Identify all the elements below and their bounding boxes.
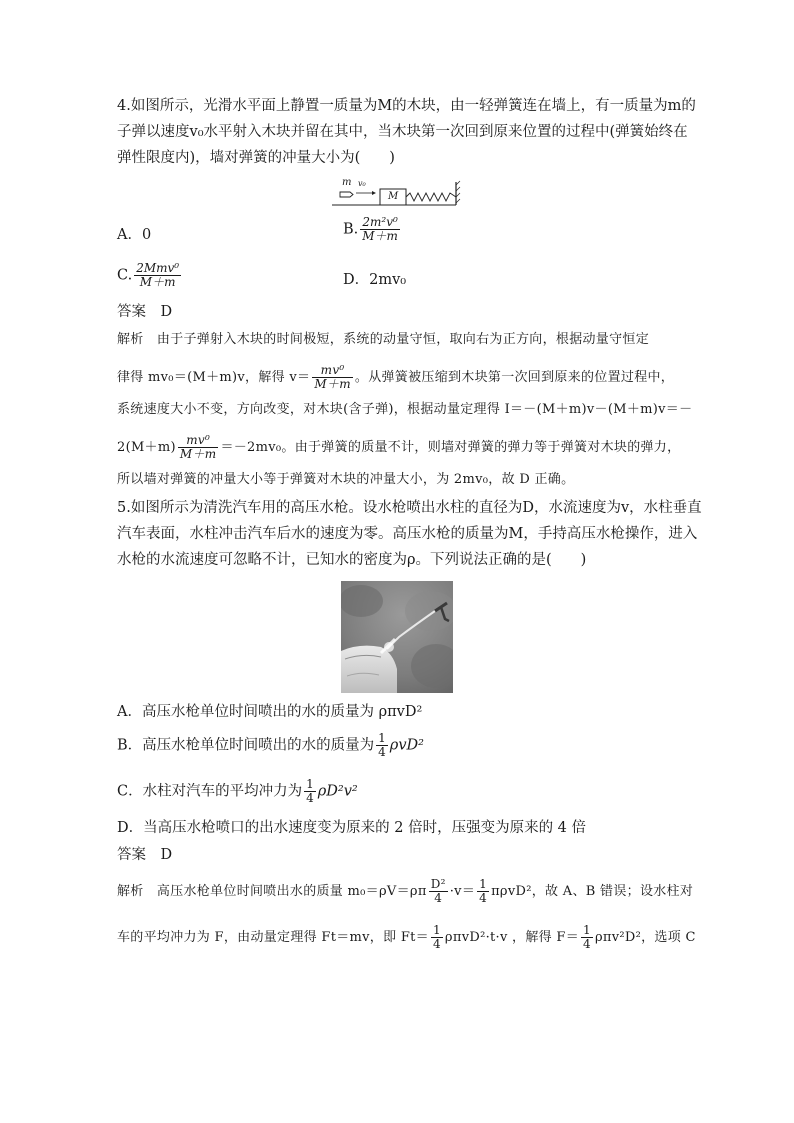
car-wash-photo bbox=[341, 581, 453, 693]
q5-analysis-line-1 bbox=[117, 878, 693, 905]
car-wash-photo-image bbox=[341, 581, 453, 693]
q4-analysis-line-5: 所以墙对弹簧的冲量大小等于弹簧对木块的冲量大小，为 2mv₀，故 D 正确。 bbox=[117, 472, 575, 487]
q4-answer: 答案 D bbox=[117, 304, 173, 320]
frac-denominator: M＋m bbox=[134, 275, 181, 289]
q4-analysis-line-2 bbox=[117, 364, 674, 391]
frac-denominator: 4 bbox=[583, 937, 591, 951]
frac-denominator: M＋m bbox=[362, 229, 398, 243]
frac-denominator: M＋m bbox=[314, 377, 351, 391]
option-text: C．水柱对汽车的平均冲力为 bbox=[117, 783, 303, 800]
one-quarter-fraction bbox=[431, 924, 443, 951]
analysis-fraction bbox=[178, 434, 219, 461]
frac-numerator: 1 bbox=[479, 877, 488, 891]
frac-numerator: 1 bbox=[583, 923, 591, 937]
q5-option-c bbox=[117, 778, 358, 805]
analysis-text: πρvD²，故 A、B 错误；设水柱对 bbox=[491, 884, 694, 899]
frac-numerator: D² bbox=[430, 877, 446, 891]
q4-option-b-fraction bbox=[360, 216, 400, 243]
frac-numerator: mv⁰ bbox=[320, 363, 345, 377]
q4-option-d: D．2mv₀ bbox=[343, 272, 407, 288]
q4-spring-block-figure bbox=[332, 177, 462, 210]
q4-analysis-line-1: 解析 由于子弹射入木块的时间极短，系统的动量守恒，取向右为正方向，根据动量守恒定 bbox=[117, 332, 650, 347]
q4-option-b-prefix: B. bbox=[343, 221, 359, 238]
q5-line-2: 汽车表面，水柱冲击汽车后水的速度为零。高压水枪的质量为M，手持高压水枪操作，进入 bbox=[117, 526, 698, 542]
d-squared-over-four bbox=[429, 878, 448, 905]
q4-option-c-prefix: C. bbox=[117, 267, 133, 284]
option-text: ρvD² bbox=[389, 737, 424, 754]
analysis-text: ·v＝ bbox=[449, 884, 476, 899]
frac-numerator: 2m²v⁰ bbox=[362, 215, 398, 229]
frac-numerator: 1 bbox=[432, 923, 441, 937]
frac-denominator: 4 bbox=[479, 891, 488, 905]
frac-denominator: 4 bbox=[429, 891, 448, 905]
frac-denominator: 4 bbox=[378, 745, 386, 759]
analysis-text: ＝－2mv₀。由于弹簧的质量不计，则墙对弹簧的弹力等于弹簧对木块的弹力， bbox=[220, 440, 681, 455]
q4-line-3: 弹性限度内)，墙对弹簧的冲量大小为( ) bbox=[117, 150, 395, 166]
q4-option-a: A．0 bbox=[117, 227, 152, 243]
frac-numerator: mv⁰ bbox=[186, 433, 211, 447]
analysis-text: 解析 高压水枪单位时间喷出水的质量 m₀＝ρV＝ρπ bbox=[117, 884, 427, 899]
analysis-text: 车的平均冲力为 F，由动量定理得 Ft＝mv，即 Ft＝ bbox=[117, 930, 429, 945]
q5-option-b bbox=[117, 732, 424, 759]
bullet-mass-label: m bbox=[342, 177, 352, 188]
q5-line-3: 水枪的水流速度可忽略不计，已知水的密度为ρ。下列说法正确的是( ) bbox=[117, 552, 587, 568]
frac-denominator: M＋m bbox=[179, 447, 217, 461]
one-quarter-fraction bbox=[304, 778, 316, 805]
frac-numerator: 1 bbox=[378, 731, 386, 745]
analysis-text: ρπvD²·t·v ，解得 F＝ bbox=[444, 930, 580, 945]
analysis-text: 律得 mv₀＝(M＋m)v，解得 v＝ bbox=[117, 370, 311, 385]
frac-numerator: 1 bbox=[306, 777, 314, 791]
q5-answer: 答案 D bbox=[117, 847, 173, 863]
q5-line-1: 5.如图所示为清洗汽车用的高压水枪。设水枪喷出水柱的直径为D，水流速度为v，水柱垂直 bbox=[117, 500, 702, 516]
q4-analysis-line-3: 系统速度大小不变，方向改变，对木块(含子弹)，根据动量定理得 I＝－(M＋m)v－(M＋m)v＝－ bbox=[117, 402, 693, 417]
q5-option-d: D．当高压水枪喷口的出水速度变为原来的 2 倍时，压强变为原来的 4 倍 bbox=[117, 820, 587, 836]
q4-line-1: 4.如图所示，光滑水平面上静置一质量为M的木块，由一轻弹簧连在墙上，有一质量为m的 bbox=[117, 98, 696, 114]
q4-analysis-line-4 bbox=[117, 434, 680, 461]
block-mass-label: M bbox=[388, 191, 399, 202]
one-quarter-fraction bbox=[477, 878, 489, 905]
q4-option-c-fraction bbox=[134, 262, 181, 289]
one-quarter-fraction bbox=[376, 732, 388, 759]
q4-line-2: 子弹以速度v₀水平射入木块并留在其中，当木块第一次回到原来位置的过程中(弹簧始终在 bbox=[117, 124, 688, 140]
frac-numerator: 2Mmv⁰ bbox=[136, 261, 180, 275]
q4-option-c bbox=[117, 262, 183, 289]
analysis-text: 。从弹簧被压缩到木块第一次回到原来的位置过程中， bbox=[354, 370, 675, 385]
q5-analysis-line-2 bbox=[117, 924, 696, 951]
one-quarter-fraction bbox=[581, 924, 593, 951]
analysis-text: 2(M＋m) bbox=[117, 440, 176, 455]
option-text: ρD²v² bbox=[317, 783, 358, 800]
frac-denominator: 4 bbox=[432, 937, 441, 951]
frac-denominator: 4 bbox=[306, 791, 314, 805]
analysis-text: ρπv²D²，选项 C bbox=[594, 930, 696, 945]
option-text: B．高压水枪单位时间喷出的水的质量为 bbox=[117, 737, 375, 754]
velocity-label: v₀ bbox=[358, 179, 366, 188]
analysis-fraction bbox=[312, 364, 353, 391]
q5-option-a: A．高压水枪单位时间喷出的水的质量为 ρπvD² bbox=[117, 704, 423, 720]
q4-option-b bbox=[343, 216, 402, 243]
